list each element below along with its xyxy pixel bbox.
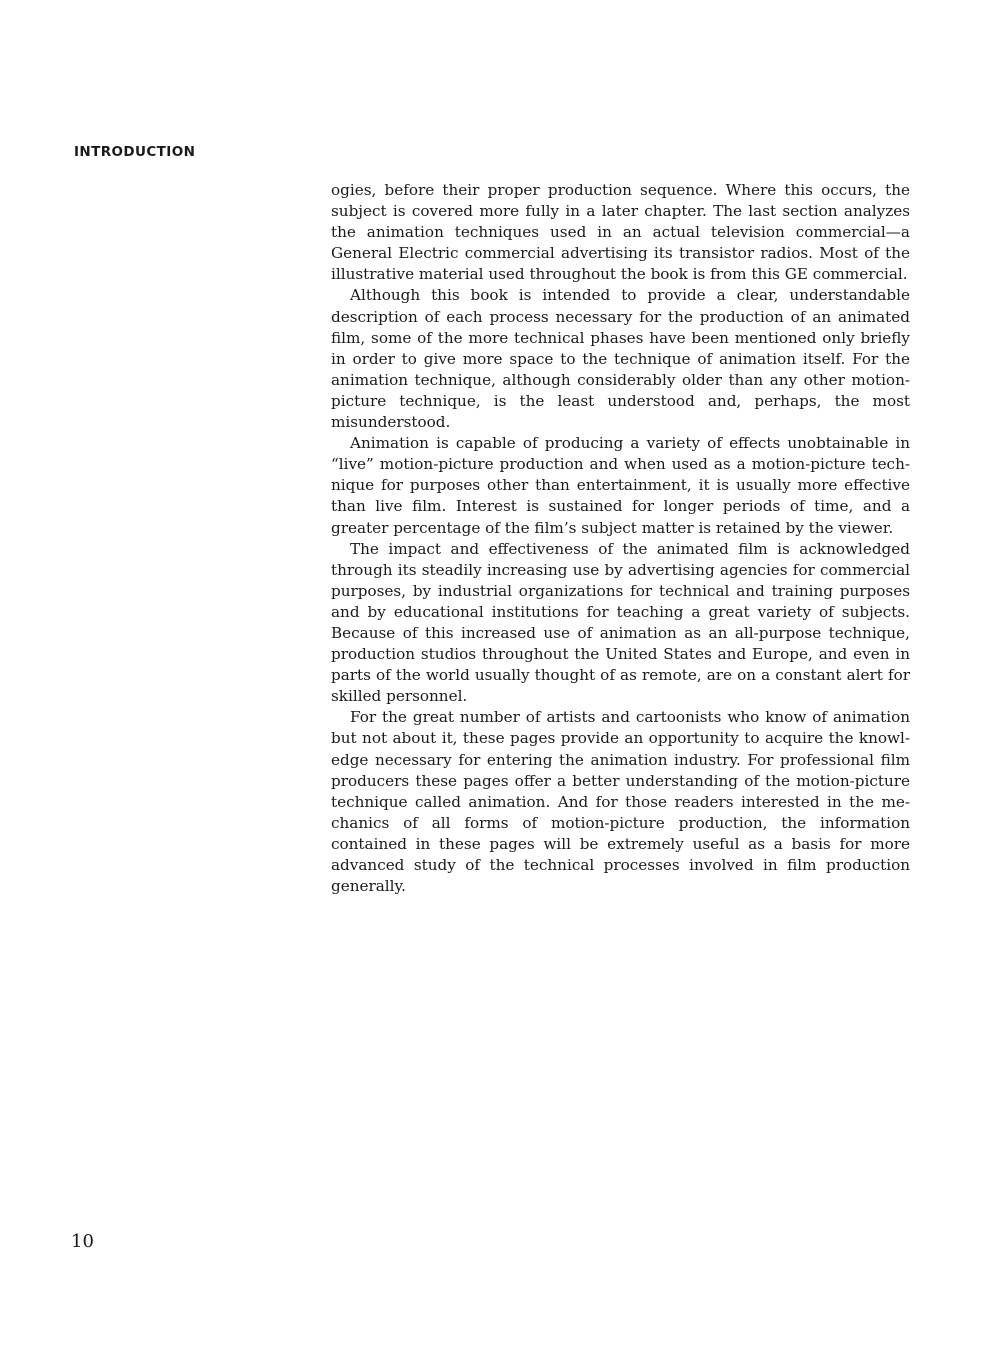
paragraph: Animation is capable of producing a variety of effects unobtainable in “live” motion-picture production and when used as a motion-picture technique for purposes other than entertainment, it is usually more effective than live film. Interest is sustained for longer periods of time, and a greater percentage of the film’s subject matter is retained by the viewer. [331,434,910,537]
running-head: INTRODUCTION [74,144,196,160]
body-text [331,180,910,897]
page-number: 10 [71,1231,94,1252]
paragraph: The impact and effectiveness of the animated film is acknowledged through its steadily increasing use by advertising agencies for commercial purposes, by industrial organizations for technical and training purposes and by educational institutions for teaching a great variety of subjects. Because of this increased use of animation as an all-purpose technique, production studios throughout the United States and Europe, and even in parts of the world usually thought of as remote, are on a constant alert for skilled personnel. [331,539,910,706]
paragraph: For the great number of artists and cartoonists who know of animation but not about it, these pages provide an opportunity to acquire the knowledge necessary for entering the animation industry. For professional film producers these pages offer a better understanding of the motion-picture technique called animation. And for those readers interested in the mechanics of all forms of motion-picture production, the information contained in these pages will be extremely useful as a basis for more advanced study of the technical processes involved in film production generally. [331,708,910,896]
paragraph: Although this book is intended to provide a clear, understandable description of each process necessary for the production of an animated film, some of the more technical phases have been mentioned only briefly in order to give more space to the technique of animation itself. For the animation technique, although considerably older than any other motion-picture technique, is the least understood and, perhaps, the most misunderstood. [331,286,910,432]
paragraph: ogies, before their proper production sequence. Where this occurs, the subject is covered more fully in a later chapter. The last section analyzes the animation techniques used in an actual television commercial—a General Electric commercial advertising its transistor radios. Most of the illustrative material used throughout the book is from this GE commercial. [331,181,910,284]
